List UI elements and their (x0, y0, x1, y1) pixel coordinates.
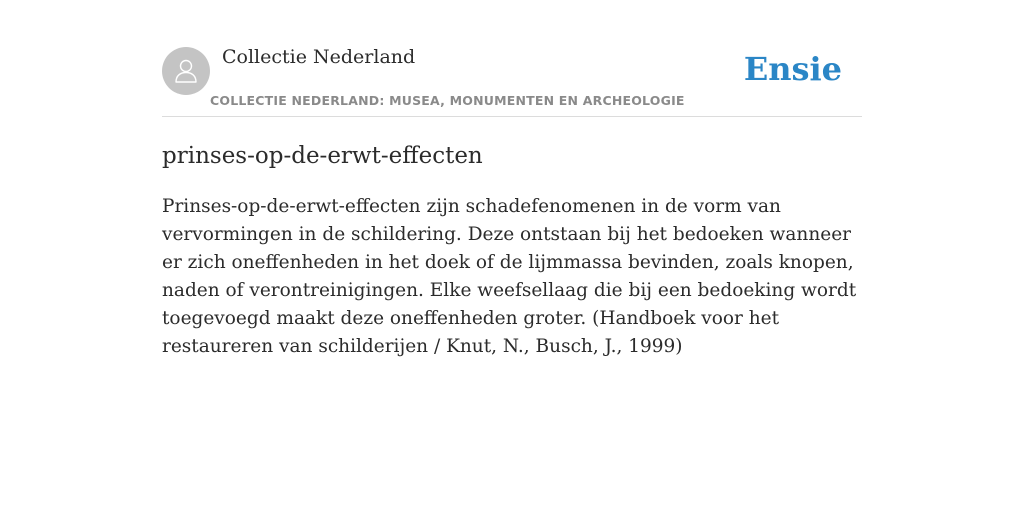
definition-text: Prinses-op-de-erwt-effecten zijn schadefenomenen in de vorm van vervormingen in de schildering. Deze ontstaan bij het bedoeken wanneer er zich oneffenheden in het doek of de lijmmassa bevinden, zoals knopen, naden of verontreinigingen. Elke weefsellaag die bij een bedoeking wordt toegevoegd maakt deze oneffenheden groter. (Handboek voor het restaureren van schilderijen / Knut, N., Busch, J., 1999) (162, 196, 857, 357)
avatar[interactable] (162, 47, 210, 95)
definition-card (162, 40, 862, 361)
author-subtitle: COLLECTIE NEDERLAND: MUSEA, MONUMENTEN EN ARCHEOLOGIE (210, 93, 685, 108)
user-icon (171, 56, 201, 86)
term-title: prinses-op-de-erwt-effecten (162, 143, 483, 169)
card-header (162, 40, 862, 117)
author-link[interactable]: Collectie Nederland (222, 46, 416, 68)
brand-logo[interactable]: Ensie (743, 50, 842, 88)
